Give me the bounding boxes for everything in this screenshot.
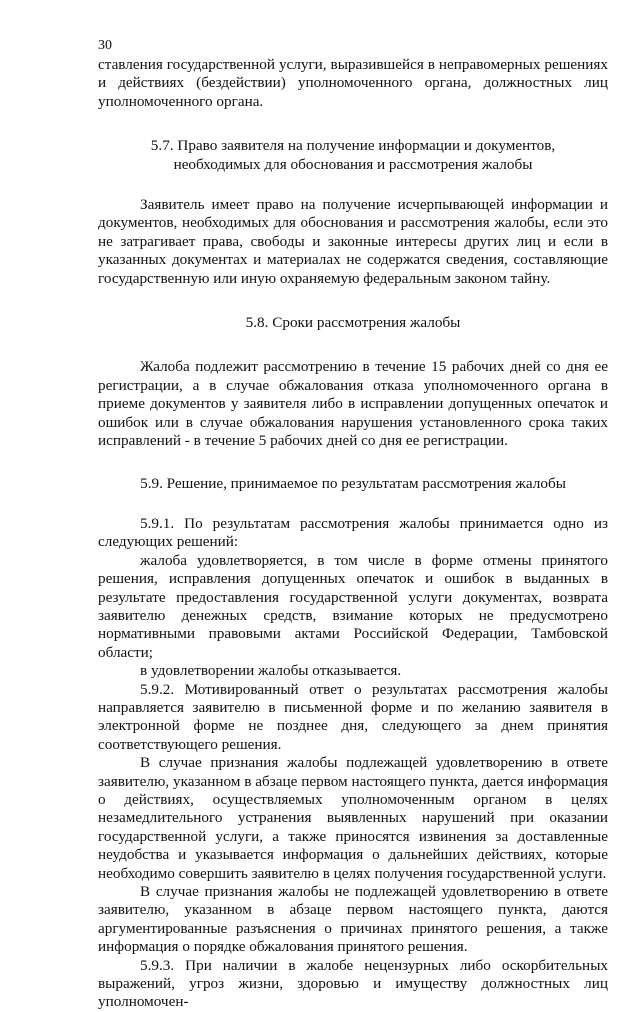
paragraph-refused-response: В случае признания жалобы не подлежащей удовлетворению в ответе заявителю, указанном в абзаце первом настоящего пункта, даются аргументированные разъяснения о причинах принятого решения, а также информация о порядке обжалования принятого решения. [98,883,608,956]
paragraph-5-7-body: Заявитель имеет право на получение исчерпывающей информации и документов, необходимых для обоснования и рассмотрения жалобы, если это не затрагивает права, свободы и законные интересы других лиц и если в указанных документах и материалах не содержатся сведения, составляющие государственную или иную охраняемую федеральным законом тайну. [98,196,608,287]
paragraph-continuation: ставления государственной услуги, выразившейся в неправомерных решениях и действиях (бездействии) уполномоченного органа, должностных лиц уполномоченного органа. [98,56,608,110]
paragraph-5-9-1: 5.9.1. По результатам рассмотрения жалобы принимается одно из следующих решений: [98,514,608,551]
heading-5-9: 5.9. Решение, принимаемое по результатам рассмотрения жалобы [140,474,566,492]
paragraph-5-9-3: 5.9.3. При наличии в жалобе нецензурных либо оскорбительных выражений, угроз жизни, здоровью и имуществу должностных лиц уполномочен- [98,956,608,1011]
paragraph-5-9-2: 5.9.2. Мотивированный ответ о результатах рассмотрения жалобы направляется заявителю в письменной форме и по желанию заявителя в электронной форме не позднее дня, следующего за днем принятия соответствующего решения. [98,680,608,753]
paragraph-satisfied-response: В случае признания жалобы подлежащей удовлетворению в ответе заявителю, указанном в абзаце первом настоящего пункта, дается информация о действиях, осуществляемых уполномоченным органом в целях незамедлительного устранения выявленных нарушений при оказании государственной услуги, а также приносятся извинения за доставленные неудобства и указывается информация о дальнейших действиях, которые необходимо совершить заявителю в целях получения государственной услуги. [98,754,608,882]
paragraph-decision-refused: в удовлетворении жалобы отказывается. [140,662,402,680]
heading-5-7: 5.7. Право заявителя на получение информации и документов, необходимых для обоснования и рассмотрения жалобы [150,137,556,173]
paragraph-decision-satisfied: жалоба удовлетворяется, в том числе в форме отмены принятого решения, исправления допущенных опечаток и ошибок в выданных в результате предоставления государственной услуги документах, возврата заявителю денежных средств, взимание которых не предусмотрено нормативными правовыми актами Российской Федерации, Тамбовской области; [98,551,608,661]
heading-5-8: 5.8. Сроки рассмотрения жалобы [245,314,461,332]
body-text [98,56,608,1012]
paragraph-5-8-body: Жалоба подлежит рассмотрению в течение 15 рабочих дней со дня ее регистрации, а в случае обжалования отказа уполномоченного органа в приеме документов у заявителя либо в исправлении допущенных опечаток и ошибок или в случае обжалования нарушения установленного срока таких исправлений - в течение 5 рабочих дней со дня ее регистрации. [98,358,608,450]
page-number: 30 [98,38,112,53]
